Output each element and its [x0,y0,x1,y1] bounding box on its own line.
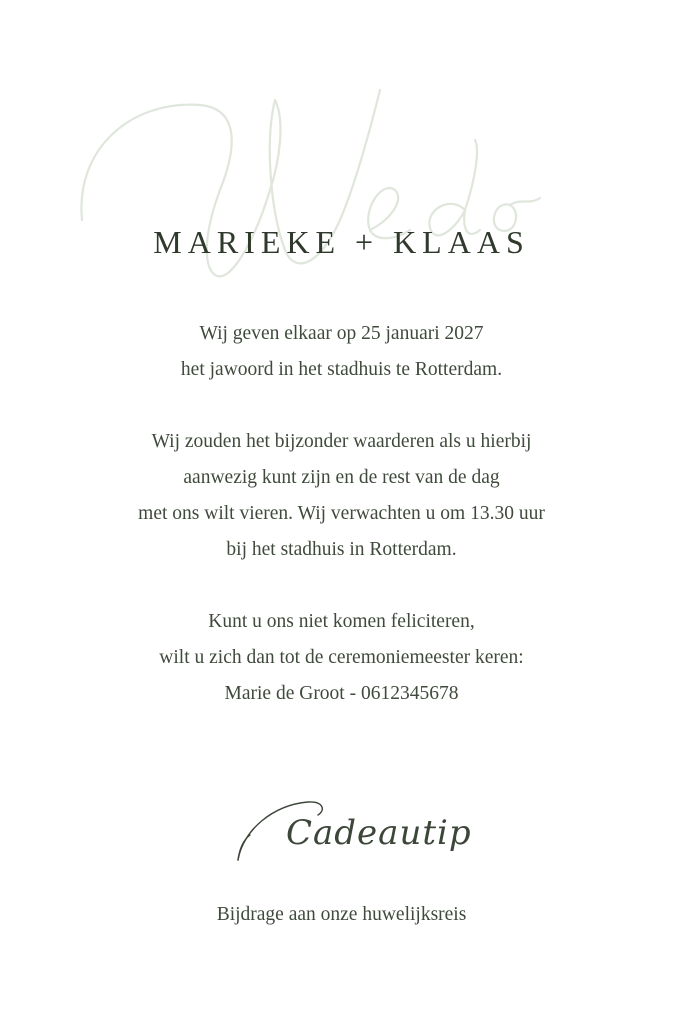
couple-names: MARIEKE + KLAAS [153,224,530,260]
gift-heading: Cadeautip [286,813,472,853]
invitation-paragraph [60,424,623,568]
text-line: met ons wilt vieren. Wij verwachten u om 13.30 uur [138,503,545,524]
text-line: Kunt u ons niet komen feliciteren, [208,611,475,632]
contact-paragraph [60,604,623,712]
contact-line: Marie de Groot - 0612345678 [224,683,459,704]
announcement-paragraph [60,316,623,388]
text-line: Wij zouden het bijzonder waarderen als u hierbij [151,431,532,452]
gift-text: Bijdrage aan onze huwelijksreis [216,904,467,925]
text-line: het jawoord in het stadhuis te Rotterdam. [180,359,503,380]
text-line: aanwezig kunt zijn en de rest van de dag [183,467,500,488]
text-line: Wij geven elkaar op 25 januari 2027 [199,323,484,344]
text-line: wilt u zich dan tot de ceremoniemeester keren: [159,647,524,668]
text-line: bij het stadhuis in Rotterdam. [226,539,457,560]
